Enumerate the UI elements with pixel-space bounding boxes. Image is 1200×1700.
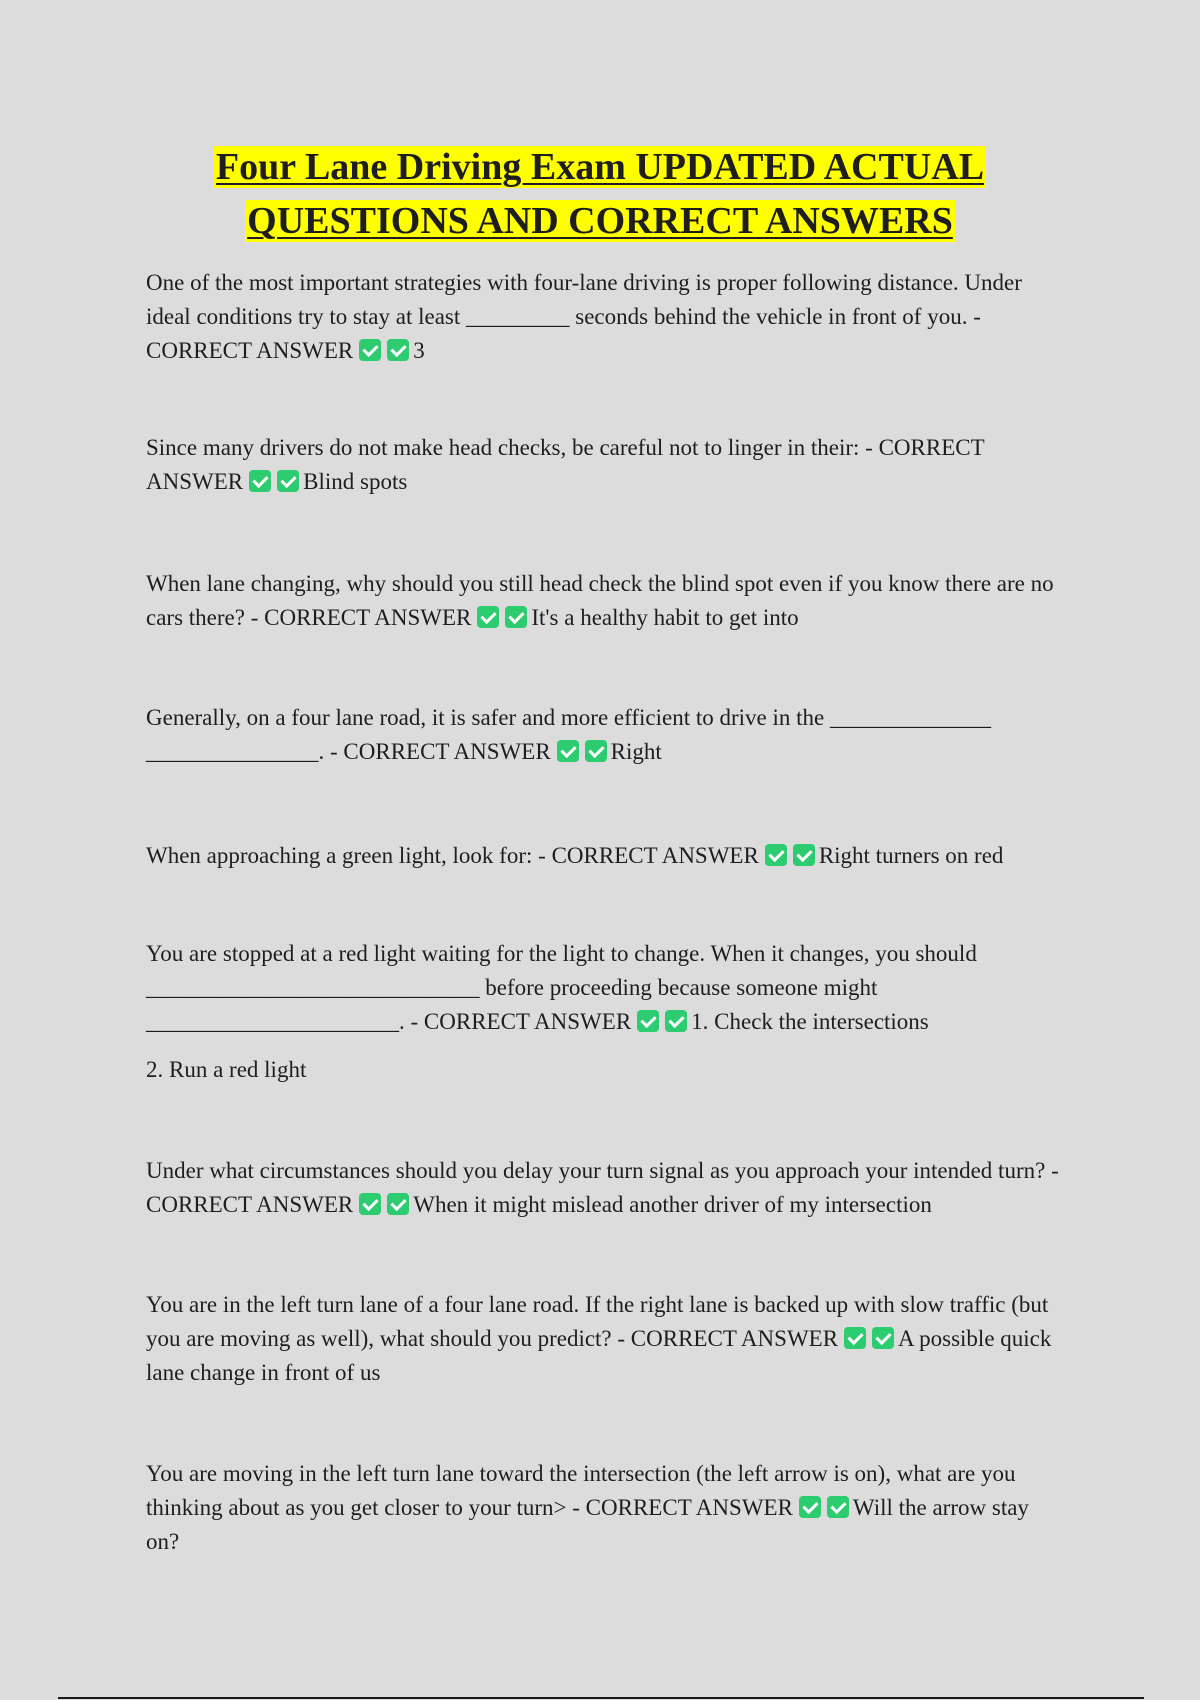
answer-marker: - CORRECT ANSWER [244, 605, 472, 630]
answer-text: When it might mislead another driver of my intersection [413, 1192, 932, 1217]
checkmark-icon [872, 1327, 894, 1349]
checkmark-icon [827, 1496, 849, 1518]
answer-text: Right [610, 739, 662, 764]
document-title [100, 140, 1100, 248]
answer-marker: - CORRECT ANSWER [566, 1495, 793, 1520]
checkmark-icon [277, 470, 299, 492]
checkmark-icon [844, 1327, 866, 1349]
checkmark-icon [585, 740, 607, 762]
checkmark-icon [557, 740, 579, 762]
checkmark-icon [249, 470, 271, 492]
answer-text: A possible quick lane change in front of us [146, 1326, 1052, 1385]
answer-text: 3 [413, 338, 425, 363]
checkmark-icon [799, 1496, 821, 1518]
qa-item-7 [146, 1154, 1066, 1222]
checkmark-icon [477, 606, 499, 628]
checkmark-icon [665, 1010, 687, 1032]
question-text: When lane changing, why should you still head check the blind spot even if you know there are no cars there? [146, 571, 1054, 630]
answer-text-continued: 2. Run a red light [146, 1057, 307, 1082]
checkmark-icon [359, 339, 381, 361]
checkmark-icon [387, 339, 409, 361]
answer-text: 1. Check the intersections [691, 1009, 929, 1034]
question-text: Under what circumstances should you delay your turn signal as you approach your intended turn? [146, 1158, 1046, 1183]
answer-text: Blind spots [303, 469, 408, 494]
answer-marker: - CORRECT ANSWER [404, 1009, 632, 1034]
title-line-2: QUESTIONS AND CORRECT ANSWERS [247, 200, 953, 242]
answer-marker: - CORRECT ANSWER [146, 435, 985, 494]
checkmark-icon [505, 606, 527, 628]
question-text: When approaching a green light, look for: [146, 843, 533, 868]
checkmark-icon [765, 844, 787, 866]
question-text: Generally, on a four lane road, it is safer and more efficient to drive in the ______________ _______________. [146, 705, 991, 764]
qa-item-4 [146, 701, 1066, 769]
answer-marker: - CORRECT ANSWER [324, 739, 551, 764]
answer-marker: - CORRECT ANSWER [146, 304, 981, 363]
question-text: You are in the left turn lane of a four lane road. If the right lane is backed up with slow traffic (but you are moving as well), what should you predict? [146, 1292, 1049, 1351]
qa-item-9 [146, 1457, 1066, 1559]
question-text: You are stopped at a red light waiting for the light to change. When it changes, you should _____________________________ before proceeding because someone might ______________________. [146, 941, 977, 1034]
question-text: You are moving in the left turn lane toward the intersection (the left arrow is on), what are you thinking about as you get closer to your turn> [146, 1461, 1016, 1520]
qa-item-3 [146, 567, 1066, 635]
answer-marker: - CORRECT ANSWER [611, 1326, 839, 1351]
qa-item-5 [146, 839, 1066, 873]
answer-marker: - CORRECT ANSWER [146, 1158, 1059, 1217]
checkmark-icon [637, 1010, 659, 1032]
qa-item-2 [146, 431, 1066, 499]
qa-item-1 [146, 266, 1066, 368]
answer-text: Will the arrow stay on? [146, 1495, 1029, 1554]
answer-text: Right turners on red [818, 843, 1004, 868]
qa-item-8 [146, 1288, 1066, 1390]
qa-item-6 [146, 937, 1066, 1087]
answer-marker: - CORRECT ANSWER [532, 843, 759, 868]
answer-text: It's a healthy habit to get into [531, 605, 799, 630]
title-line-1: Four Lane Driving Exam UPDATED ACTUAL [215, 146, 985, 188]
checkmark-icon [387, 1193, 409, 1215]
footer-divider [58, 1697, 1144, 1699]
question-text: Since many drivers do not make head checks, be careful not to linger in their: [146, 435, 860, 460]
question-text: One of the most important strategies with four-lane driving is proper following distance. Under ideal conditions try to stay at least _________ seconds behind the vehicle in front of you. [146, 270, 1022, 329]
checkmark-icon [793, 844, 815, 866]
checkmark-icon [359, 1193, 381, 1215]
